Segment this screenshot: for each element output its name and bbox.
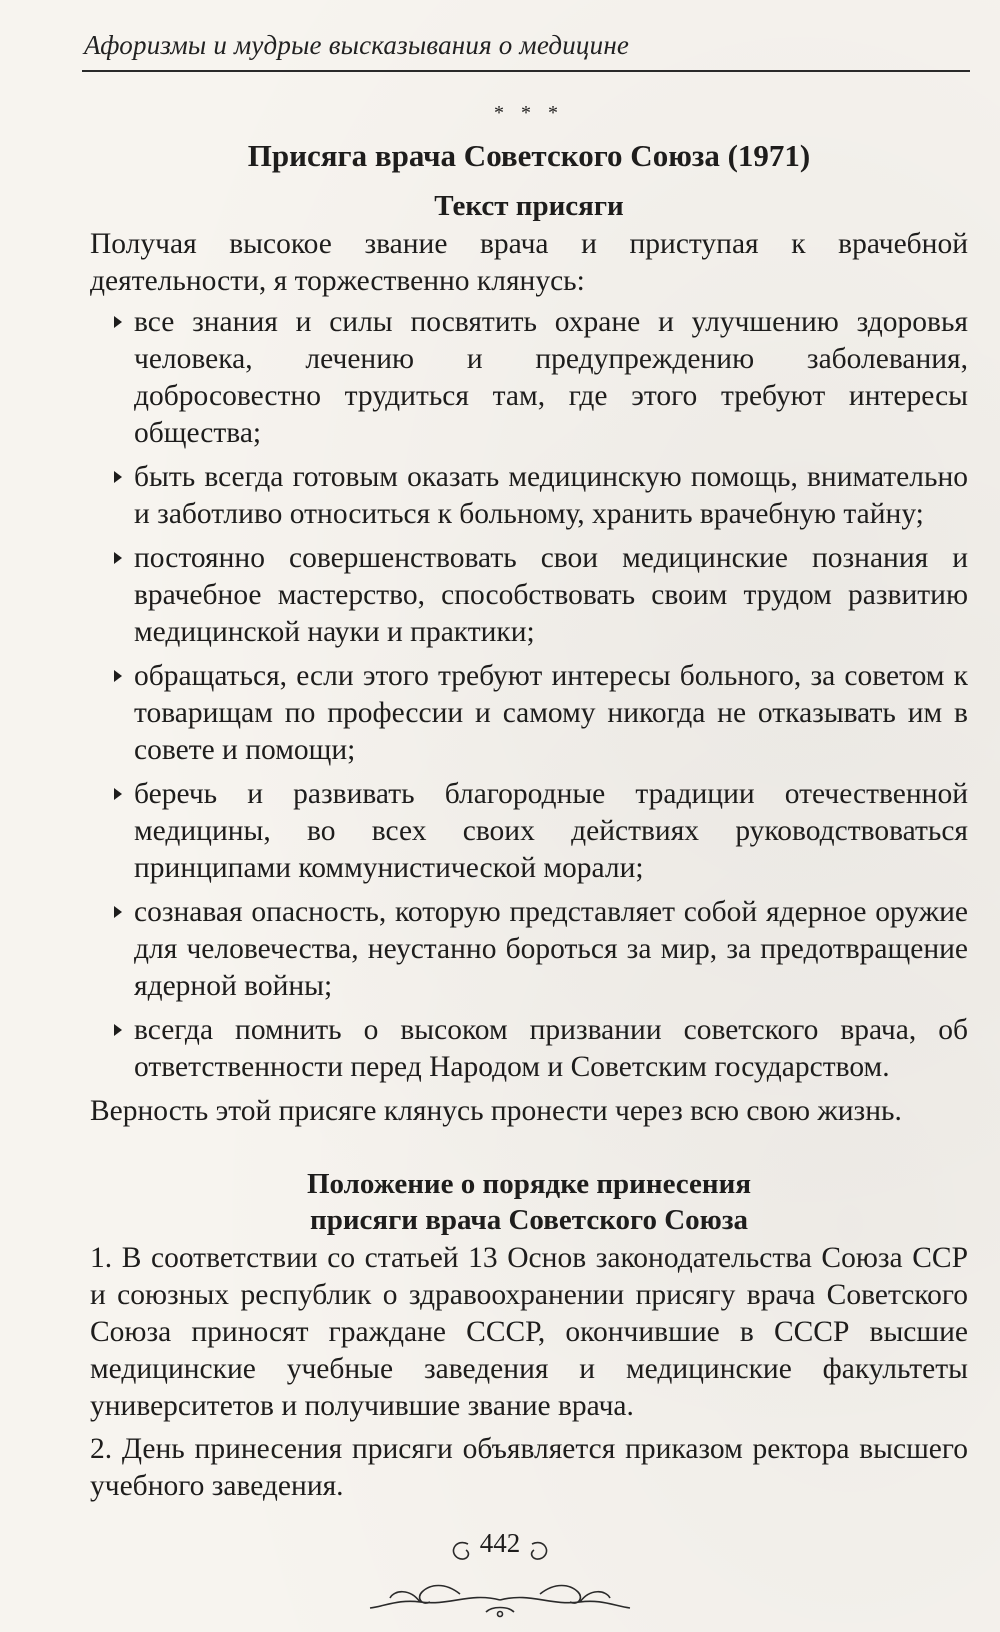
regulation-title-line: Положение о порядке принесения [306,1168,752,1200]
oath-item [90,776,968,887]
oath-list [90,304,968,1086]
page-number: 442 [479,1528,521,1558]
regulation-item: 2. День принесения присяги объявляется приказом ректора высшего учебного заведения. [90,1433,968,1502]
bullet-triangle-icon [114,552,122,564]
page-footer [0,1522,1000,1622]
regulation-title [90,1166,968,1238]
oath-item [90,894,968,1005]
regulation-item: 1. В соответствии со статьей 13 Основ законодательства Союза ССР и союзных республик о здравоохранении присягу врача Советского Союза приносят граждане СССР, окончившие в СССР высшие медицинские учебные заведения и медицинские факультеты университетов и получившие звание врача. [90,1242,968,1422]
oath-item-text: беречь и развивать благородные традиции отечественной медицины, во всех своих действиях руководствоваться принципами коммунистической морали; [134,778,968,884]
header-rule [82,70,970,72]
oath-item-text: сознавая опасность, которую представляет собой ядерное оружие для человечества, неустанно бороться за мир, за предотвращение ядерной войны; [134,896,968,1002]
bullet-triangle-icon [114,1024,122,1036]
oath-item-text: все знания и силы посвятить охране и улучшению здоровья человека, лечению и предупреждению заболевания, добросовестно трудиться там, где этого требуют интересы общества; [134,306,968,449]
oath-item [90,1012,968,1086]
oath-title: Присяга врача Советского Союза (1971) [247,138,811,173]
regulation-list [90,1240,968,1505]
bullet-triangle-icon [114,906,122,918]
oath-item-text: обращаться, если этого требуют интересы больного, за советом к товарищам по профессии и самому никогда не отказывать им в совете и помощи; [134,660,968,766]
page-content [90,98,968,1511]
oath-subtitle: Текст присяги [434,190,624,222]
bullet-triangle-icon [114,316,122,328]
oath-item-text: постоянно совершенствовать свои медицинские познания и врачебное мастерство, способствовать своим трудом развитию медицинской науки и практики; [134,542,968,648]
oath-item [90,540,968,651]
oath-item [90,304,968,452]
oath-item-text: всегда помнить о высоком призвании советского врача, об ответственности перед Народом и Советским государством. [134,1014,968,1083]
oath-item [90,459,968,533]
oath-closing: Верность этой присяге клянусь пронести через всю свою жизнь. [90,1095,902,1127]
running-head: Афоризмы и мудрые высказывания о медицине [84,30,630,60]
regulation-title-line: присяги врача Советского Союза [310,1204,748,1236]
bullet-triangle-icon [114,788,122,800]
section-separator: * * * [494,102,564,124]
bullet-triangle-icon [114,471,122,483]
bullet-triangle-icon [114,670,122,682]
oath-item [90,658,968,769]
oath-item-text: быть всегда готовым оказать медицинскую помощь, внимательно и заботливо относиться к больному, хранить врачебную тайну; [134,461,968,530]
oath-intro: Получая высокое звание врача и приступая к врачебной деятельности, я торжественно клянусь: [90,228,968,297]
